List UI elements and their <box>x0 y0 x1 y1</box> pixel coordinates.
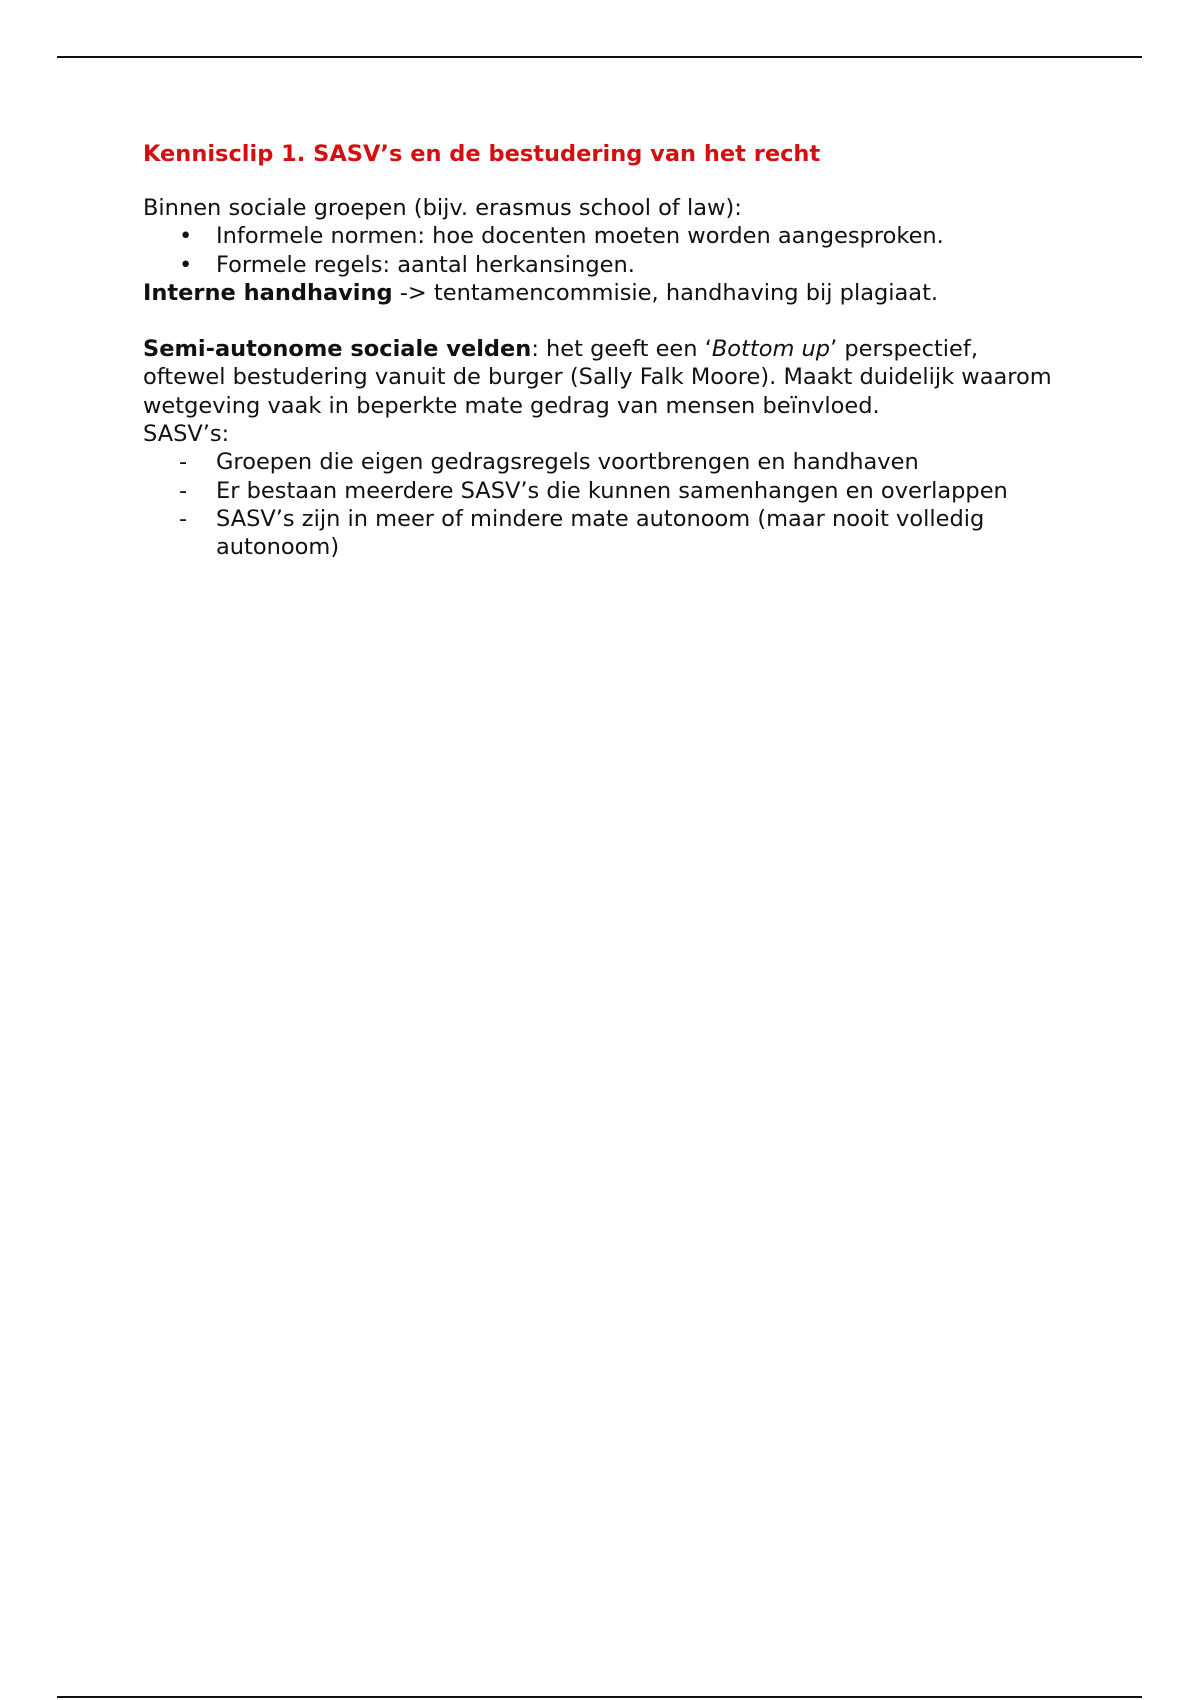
bottom-up-term: Bottom up <box>711 336 831 363</box>
header-rule <box>57 56 1142 58</box>
section-heading: Kennisclip 1. SASV’s en de bestudering van het recht <box>143 141 821 167</box>
list-item-text: Informele normen: hoe docenten moeten worden aangesproken. <box>216 223 944 250</box>
dash-marker: - <box>179 505 188 532</box>
list-item-text: Er bestaan meerdere SASV’s die kunnen samenhangen en overlappen <box>216 477 1008 504</box>
bullet-list <box>143 222 1063 279</box>
bullet-marker: • <box>179 223 193 250</box>
bullet-marker: • <box>179 251 193 278</box>
paragraph-spacer <box>143 307 1063 335</box>
list-item-text: Formele regels: aantal herkansingen. <box>216 251 635 278</box>
internal-enforcement-paragraph <box>143 279 1063 307</box>
list-item <box>143 251 1063 279</box>
footer-rule <box>57 1696 1142 1698</box>
list-item-text: Groepen die eigen gedragsregels voortbrengen en handhaven <box>216 449 919 476</box>
semi-autonomous-paragraph <box>143 335 1063 420</box>
list-item <box>143 505 1063 562</box>
list-item-text: SASV’s zijn in meer of mindere mate autonoom (maar nooit volledig autonoom) <box>216 505 985 561</box>
list-item <box>143 477 1063 505</box>
semi-autonomous-text-after: ’ perspectief, oftewel bestudering vanuit de burger (Sally Falk Moore). Maakt duidelijk waarom wetgeving vaak in beperkte mate gedrag van mensen beïnvloed. <box>143 336 1052 419</box>
dash-list <box>143 448 1063 561</box>
intro-paragraph: Binnen sociale groepen (bijv. erasmus school of law): <box>143 195 742 221</box>
sasv-label: SASV’s: <box>143 421 230 448</box>
document-body <box>143 140 1063 562</box>
list-item <box>143 448 1063 476</box>
dash-marker: - <box>179 449 188 476</box>
semi-autonomous-term: Semi-autonome sociale velden <box>143 336 532 363</box>
internal-enforcement-term: Interne handhaving <box>143 279 393 306</box>
semi-autonomous-text-before: : het geeft een ‘ <box>531 336 712 363</box>
dash-marker: - <box>179 477 188 504</box>
list-item <box>143 222 1063 250</box>
internal-enforcement-text: -> tentamencommisie, handhaving bij plagiaat. <box>392 279 939 306</box>
